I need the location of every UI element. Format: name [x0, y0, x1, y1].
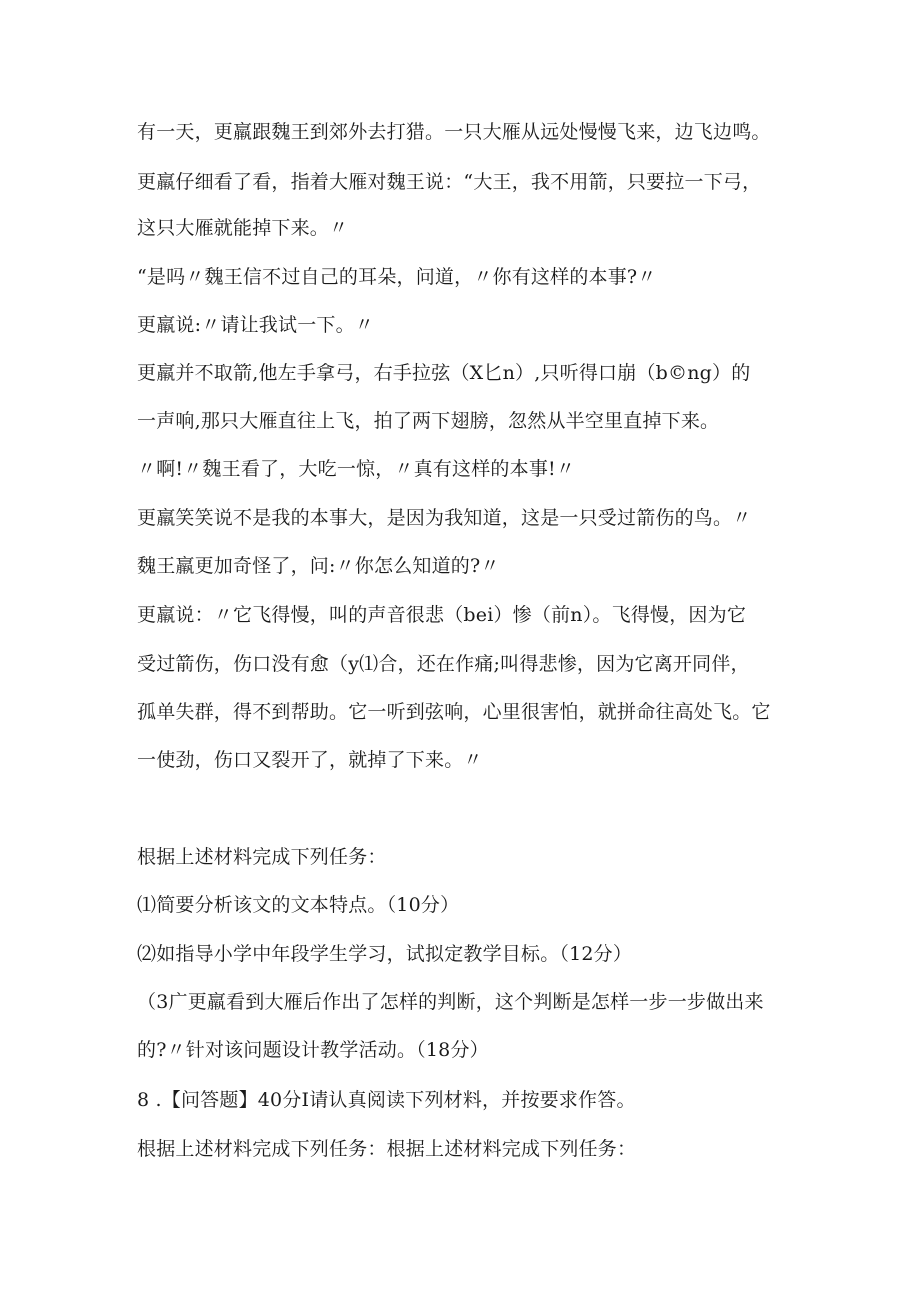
task-item: （3广更羸看到大雁后作出了怎样的判断，这个判断是怎样一步一步做出来	[137, 991, 764, 1013]
story-line: 更羸仔细看了看，指着大雁对魏王说：“大王，我不用箭，只要拉一下弓，	[137, 171, 762, 193]
task-intro: 根据上述材料完成下列任务：根据上述材料完成下列任务：	[137, 1138, 637, 1160]
story-line: 更羸并不取箭,他左手拿弓，右手拉弦（X匕n）,只听得口崩（b©ng）的	[137, 362, 751, 384]
task-intro: 根据上述材料完成下列任务：	[137, 846, 387, 868]
story-line: 〃啊!〃魏王看了，大吃一惊，〃真有这样的本事!〃	[137, 458, 576, 480]
story-line: 更羸笑笑说不是我的本事大，是因为我知道，这是一只受过箭伤的鸟。〃	[137, 507, 752, 529]
story-line: 孤单失群，得不到帮助。它一听到弦响，心里很害怕，就拼命往高处飞。它	[137, 701, 771, 723]
story-line: 一声响,那只大雁直往上飞，拍了两下翅膀，忽然从半空里直掉下来。	[137, 410, 720, 432]
story-line: 魏王羸更加奇怪了，问:〃你怎么知道的?〃	[137, 555, 500, 577]
task-item: ⑴简要分析该文的文本特点。（10分）	[137, 894, 460, 916]
question-heading: 8 .【问答题】40分I请认真阅读下列材料，并按要求作答。	[137, 1089, 636, 1111]
story-line: 这只大雁就能掉下来。〃	[137, 217, 349, 239]
story-line: “是吗〃魏王信不过自己的耳朵，问道，〃你有这样的本事?〃	[137, 266, 657, 288]
story-line: 有一天，更羸跟魏王到郊外去打猎。一只大雁从远处慢慢飞来，边飞边鸣。	[137, 121, 771, 143]
story-line: 更羸说:〃请让我试一下。〃	[137, 314, 375, 336]
task-item: ⑵如指导小学中年段学生学习，试拟定教学目标。（12分）	[137, 943, 633, 965]
story-line: 更羸说：〃它飞得慢，叫的声音很悲（bei）惨（前n）。飞得慢，因为它	[137, 604, 747, 626]
task-item: 的?〃针对该问题设计教学活动。（18分）	[137, 1039, 489, 1061]
story-line: 一使劲，伤口又裂开了，就掉了下来。〃	[137, 749, 483, 771]
story-line: 受过箭伤，伤口没有愈（y⑴合，还在作痛;叫得悲惨，因为它离开同伴，	[137, 653, 750, 675]
